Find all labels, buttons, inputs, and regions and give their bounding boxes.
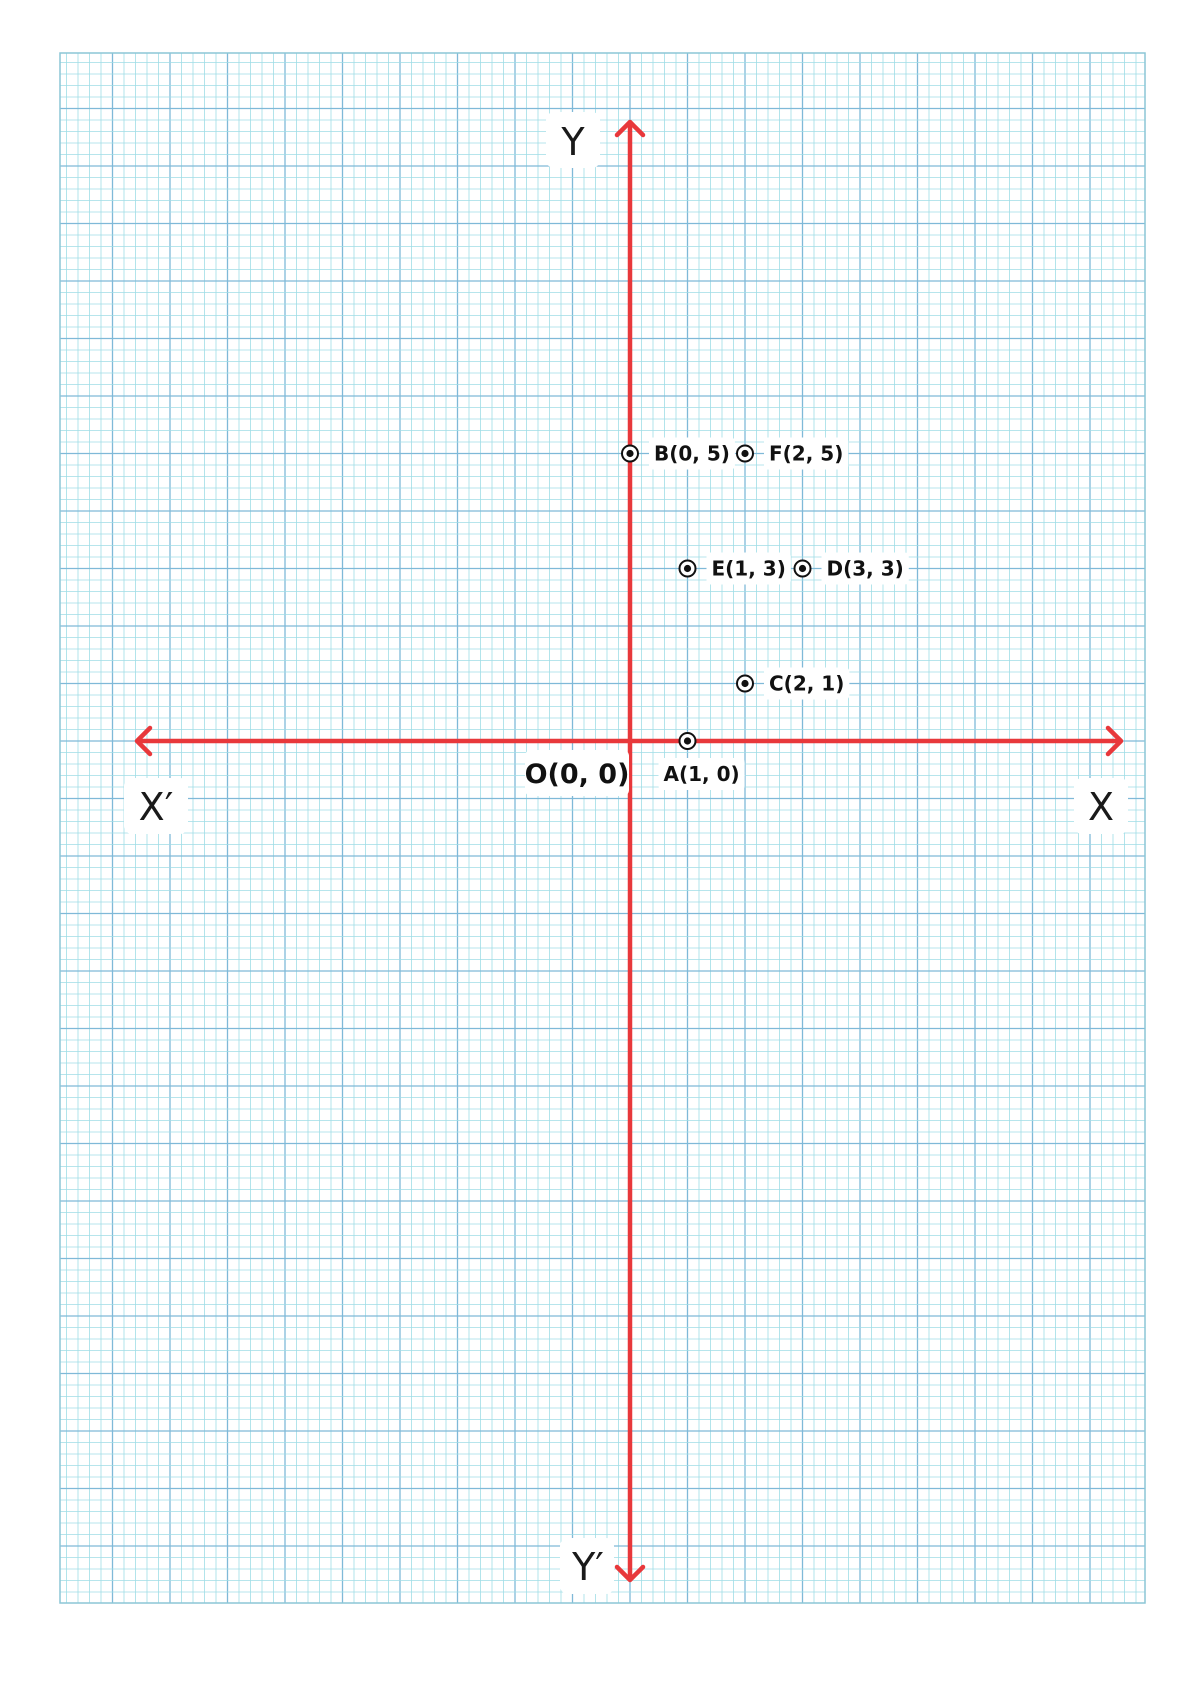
point-marker-dot	[799, 565, 806, 572]
point-label-d: D(3, 3)	[826, 556, 904, 581]
point-marker-dot	[684, 737, 691, 744]
point-marker-dot	[684, 565, 691, 572]
point-label-b: B(0, 5)	[654, 441, 730, 466]
x-axis-negative-label: X′	[138, 785, 174, 829]
point-marker-dot	[741, 450, 748, 457]
y-axis-positive-label: Y	[561, 120, 585, 164]
origin-label: O(0, 0)	[524, 759, 630, 790]
point-label-a: A(1, 0)	[663, 762, 740, 786]
point-marker-dot	[741, 680, 748, 687]
point-marker-dot	[626, 450, 633, 457]
point-label-e: E(1, 3)	[711, 556, 786, 581]
y-axis-negative-label: Y′	[572, 1545, 604, 1589]
point-label-f: F(2, 5)	[769, 441, 844, 466]
x-axis-positive-label: X	[1087, 785, 1115, 829]
point-label-c: C(2, 1)	[769, 671, 845, 696]
